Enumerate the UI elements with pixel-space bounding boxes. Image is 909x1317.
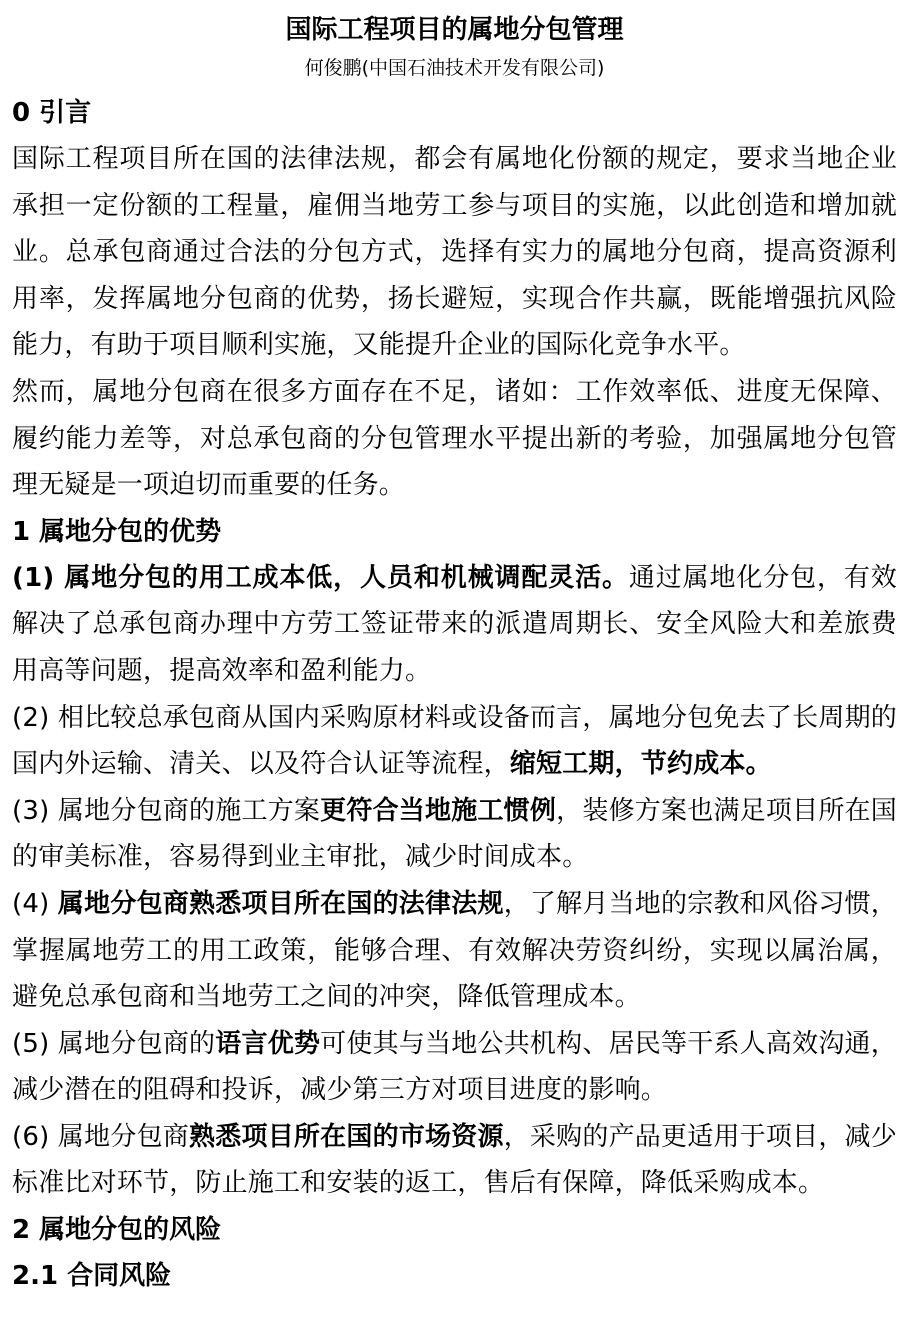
advantage-item-2-bold: 缩短工期，节约成本。 <box>509 749 772 780</box>
advantage-item-4-bold: 属地分包商熟悉项目所在国的法律法规 <box>57 888 504 919</box>
document-title: 国际工程项目的属地分包管理 <box>285 15 624 45</box>
advantage-item-6-bold: 熟悉项目所在国的市场资源 <box>189 1121 504 1152</box>
advantage-item-3-text-b: ，装修方案也满足项目所在国的审美标准，容易得到业主审批，减少时间成本。 <box>12 795 897 873</box>
advantage-item-2 <box>12 695 897 788</box>
advantage-item-4 <box>12 881 897 1021</box>
advantage-item-6 <box>12 1114 897 1207</box>
heading-contract-risk: 2.1 合同风险 <box>12 1261 172 1292</box>
advantage-item-3-bold: 更符合当地施工惯例 <box>320 795 557 826</box>
advantage-item-3 <box>12 788 897 881</box>
advantage-item-5 <box>12 1021 897 1114</box>
advantage-item-5-bold: 语言优势 <box>215 1028 321 1059</box>
intro-paragraph-1: 国际工程项目所在国的法律法规，都会有属地化份额的规定，要求当地企业承担一定份额的工程量，雇佣当地劳工参与项目的实施，以此创造和增加就业。总承包商通过合法的分包方式，选择有实力的属地分包商，提高资源利用率，发挥属地分包商的优势，扬长避短，实现合作共赢，既能增强抗风险能力，有助于项目顺利实施，又能提升企业的国际化竞争水平。 <box>12 144 897 361</box>
advantage-item-4-text-b: ，了解月当地的宗教和风俗习惯，掌握属地劳工的用工政策，能够合理、有效解决劳资纠纷，实现以属治属，避免总承包商和当地劳工之间的冲突，降低管理成本。 <box>12 888 897 1013</box>
intro-paragraph-2: 然而，属地分包商在很多方面存在不足，诸如：工作效率低、进度无保障、履约能力差等，对总承包商的分包管理水平提出新的考验，加强属地分包管理无疑是一项迫切而重要的任务。 <box>12 376 897 501</box>
document-page <box>12 12 897 1299</box>
advantage-item-4-text-a: (4) <box>12 888 58 919</box>
heading-intro: 0 引言 <box>12 98 92 128</box>
advantage-item-2-text: (2) 相比较总承包商从国内采购原材料或设备而言，属地分包免去了长周期的国内外运输、清关、以及符合认证等流程， <box>12 702 897 780</box>
heading-risks: 2 属地分包的风险 <box>12 1215 222 1246</box>
advantage-item-3-text-a: (3) 属地分包商的施工方案 <box>12 795 321 826</box>
advantage-item-1-bold: (1) 属地分包的用工成本低，人员和机械调配灵活。 <box>12 562 629 593</box>
advantage-item-1 <box>12 555 897 695</box>
author-line: 何俊鹏(中国石油技术开发有限公司) <box>304 57 605 79</box>
advantage-item-6-text-a: (6) 属地分包商 <box>12 1121 190 1152</box>
advantage-item-1-text: 通过属地化分包，有效解决了总承包商办理中方劳工签证带来的派遣周期长、安全风险大和差旅费用高等问题，提高效率和盈利能力。 <box>12 562 897 686</box>
advantage-item-6-text-b: ，采购的产品更适用于项目，减少标准比对环节，防止施工和安装的返工，售后有保障，降低采购成本。 <box>12 1121 897 1199</box>
advantage-item-5-text-b: 可使其与当地公共机构、居民等干系人高效沟通，减少潜在的阻碍和投诉，减少第三方对项目进度的影响。 <box>12 1028 897 1106</box>
advantage-item-5-text-a: (5) 属地分包商的 <box>12 1028 216 1059</box>
heading-advantages: 1 属地分包的优势 <box>12 516 222 547</box>
